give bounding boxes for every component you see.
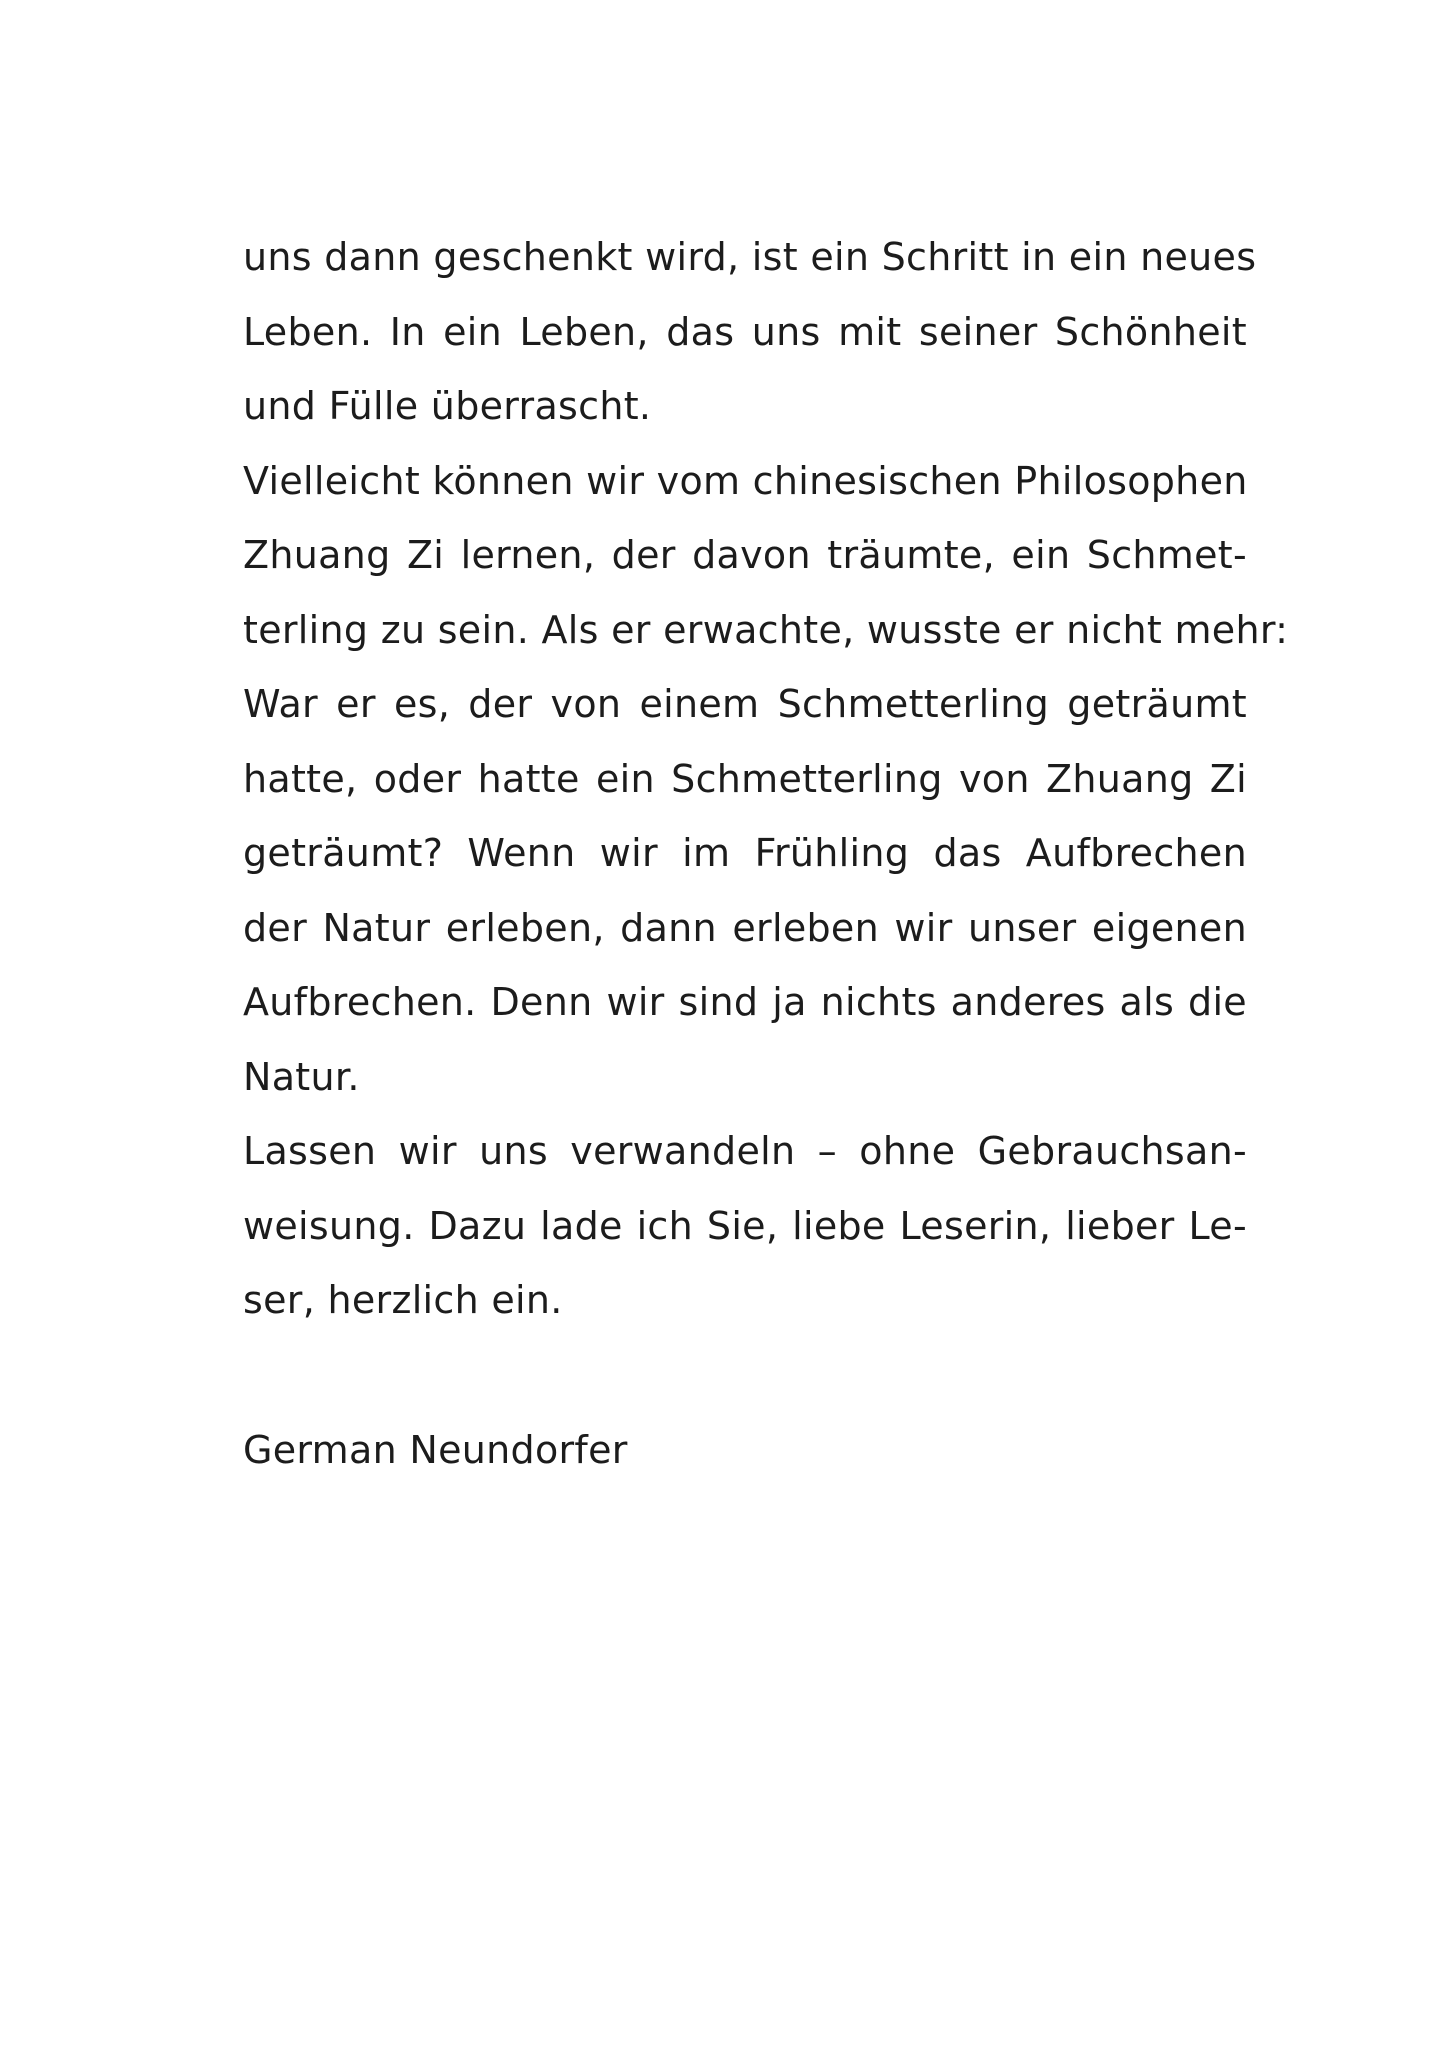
text-line: Natur. xyxy=(243,1054,360,1099)
body-text xyxy=(243,220,1289,1338)
text-line: weisung. Dazu lade ich Sie, liebe Leserin, lieber Le- xyxy=(243,1203,1247,1248)
text-line: Leben. In ein Leben, das uns mit seiner Schönheit xyxy=(243,309,1247,354)
author-signature: German Neundorfer xyxy=(243,1428,628,1472)
text-line: War er es, der von einem Schmetterling geträumt xyxy=(243,682,1247,726)
text-line: terling zu sein. Als er erwachte, wusste er nicht mehr: xyxy=(243,607,1289,652)
text-line: uns dann geschenkt wird, ist ein Schritt in ein neues xyxy=(243,235,1257,279)
text-line: und Fülle überrascht. xyxy=(243,384,652,428)
text-line: ser, herzlich ein. xyxy=(243,1278,563,1322)
text-line: Aufbrechen. Denn wir sind ja nichts anderes als die xyxy=(243,980,1247,1024)
text-line: Lassen wir uns verwandeln – ohne Gebrauchsan- xyxy=(243,1129,1247,1173)
text-line: geträumt? Wenn wir im Frühling das Aufbrechen xyxy=(243,831,1247,875)
text-line: Vielleicht können wir vom chinesischen Philosophen xyxy=(243,458,1248,503)
text-line: der Natur erleben, dann erleben wir unser eigenen xyxy=(243,905,1247,950)
text-line: hatte, oder hatte ein Schmetterling von Zhuang Zi xyxy=(243,756,1247,801)
text-line: Zhuang Zi lernen, der davon träumte, ein Schmet- xyxy=(243,533,1247,577)
